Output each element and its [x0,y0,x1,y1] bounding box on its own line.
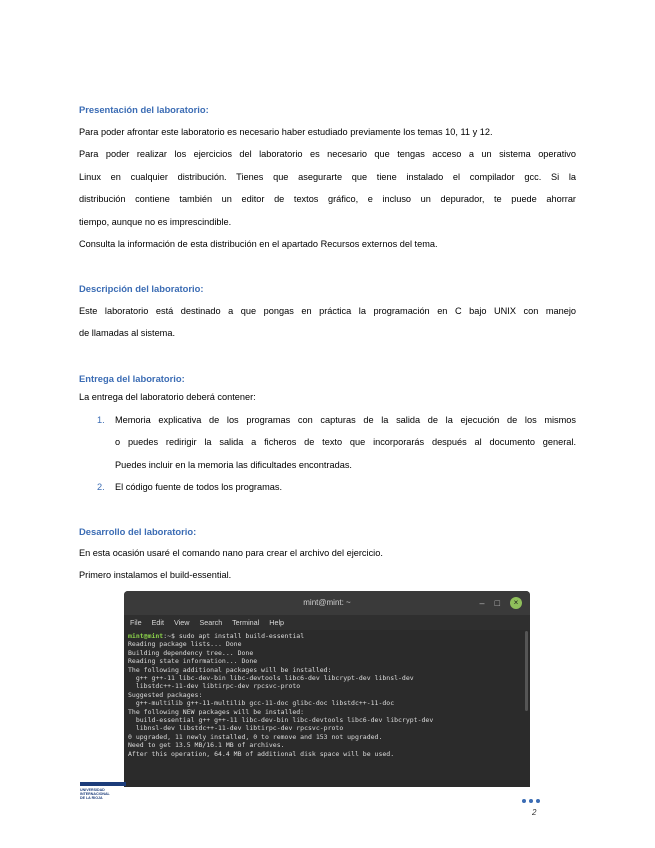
page-number: 2 [532,808,537,817]
paragraph-entrega-intro [79,386,576,408]
logo-line: UNIVERSIDAD [80,788,105,792]
terminal-line: libnsl-dev libstdc++-11-dev libtirpc-dev rpcsvc-proto [128,724,344,733]
window-controls [480,596,522,610]
paragraph-descripcion [79,300,576,345]
paragraph-presentacion [79,121,576,255]
menu-help: Help [269,618,285,627]
dot [536,799,540,803]
text-line: El código fuente de todos los programas. [115,482,283,493]
logo-line: INTERNACIONAL [80,792,110,796]
text-line: En esta ocasión usaré el comando nano para crear el archivo del ejercicio. [79,548,383,558]
terminal-command: :~$ sudo apt install build-essential [163,632,305,640]
terminal-menubar [124,615,530,630]
terminal-line: build-essential g++ g++-11 libc-dev-bin libc-devtools libc6-dev libcrypt-dev [128,716,434,725]
text-line: Primero instalamos el build-essential. [79,570,232,581]
text-line: Para poder realizar los ejercicios del laboratorio es necesario que tengas acceso a un sistema operativo [79,149,576,160]
logo-text [80,788,110,800]
logo-line: DE LA RIOJA [80,796,103,800]
logo-bar [80,782,126,786]
menu-terminal: Terminal [232,618,260,627]
minimize-icon: – [479,598,485,608]
section-heading-descripcion: Descripción del laboratorio: [79,283,204,294]
terminal-line: After this operation, 64.4 MB of additional disk space will be used. [128,749,395,758]
list-number: 1. [97,415,105,425]
dot [529,799,533,803]
paragraph-desarrollo [79,542,576,587]
text-line: de llamadas al sistema. [79,328,176,339]
text-line: Este laboratorio está destinado a que pongas en práctica la programación en C bajo UNIX con manejo [79,306,576,316]
terminal-line: libstdc++-11-dev libtirpc-dev rpcsvc-proto [128,682,301,691]
text-line: distribución contiene también un editor de textos gráfico, e incluso un depurador, te puede ahorrar [79,194,576,205]
maximize-icon: □ [494,598,500,608]
terminal-line: The following NEW packages will be installed: [128,707,305,716]
terminal-prompt-user: mint@mint [128,632,164,640]
terminal-title: mint@mint: ~ [303,598,351,607]
terminal-line: The following additional packages will be installed: [128,665,332,674]
menu-edit: Edit [151,618,164,627]
terminal-titlebar [124,591,530,615]
terminal-line: Reading package lists... Done [128,640,242,649]
terminal-output [124,630,530,760]
close-icon: × [510,597,522,609]
text-line: Puedes incluir en la memoria las dificultades encontradas. [115,459,352,470]
terminal-line: 0 upgraded, 11 newly installed, 0 to remove and 153 not upgraded. [128,732,383,741]
deliverables-list [79,409,576,499]
terminal-screenshot [124,591,530,787]
menu-view: View [173,618,190,627]
text-line: Consulta la información de esta distribución en el apartado Recursos externos del tema. [79,239,438,250]
text-line: o puedes redirigir la salida a ficheros de texto que incorporarás después al documento general. [115,437,576,448]
terminal-line: g++ g++-11 libc-dev-bin libc-devtools libc6-dev libcrypt-dev libnsl-dev [128,674,414,683]
text-line: La entrega del laboratorio deberá contener: [79,392,256,402]
menu-search: Search [199,618,223,627]
text-line: tiempo, aunque no es imprescindible. [79,216,232,227]
terminal-line: Need to get 13.5 MB/16.1 MB of archives. [128,741,285,750]
terminal-line: Reading state information... Done [128,657,258,666]
list-number: 2. [97,482,105,493]
terminal-line: Building dependency tree... Done [128,648,254,657]
terminal-scrollbar [525,631,528,711]
university-logo [80,782,126,808]
list-item [79,409,576,476]
list-item [79,476,576,498]
terminal-line: g++-multilib g++-11-multilib gcc-11-doc glibc-doc libstdc++-11-doc [128,699,395,708]
text-line: Para poder afrontar este laboratorio es necesario haber estudiado previamente los temas 10, 11 y 12. [79,127,493,137]
menu-file: File [130,618,142,627]
decorative-dots [522,799,540,803]
dot [522,799,526,803]
section-heading-presentacion: Presentación del laboratorio: [79,104,209,115]
section-heading-desarrollo: Desarrollo del laboratorio: [79,526,197,537]
text-line: Memoria explicativa de los programas con capturas de la salida de la ejecución de los mismos [115,415,576,425]
text-line: Linux en cualquier distribución. Tienes que asegurarte que tiene instalado el compilador gcc. Si la [79,171,576,182]
terminal-line: Suggested packages: [128,690,203,699]
section-heading-entrega: Entrega del laboratorio: [79,373,185,384]
